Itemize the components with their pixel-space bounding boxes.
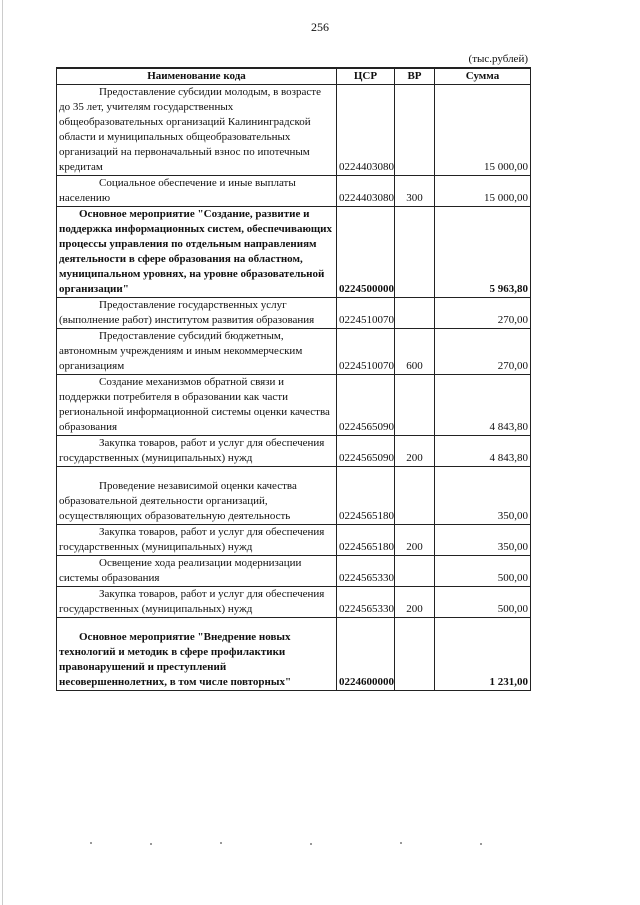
row-csr: 0224510070	[337, 329, 395, 375]
header-csr: ЦСР	[337, 68, 395, 85]
budget-table	[56, 67, 531, 691]
table-row	[57, 176, 531, 207]
scan-edge-line	[2, 0, 3, 905]
table-body	[57, 85, 531, 691]
row-sum: 350,00	[435, 467, 531, 525]
row-name: Проведение независимой оценки качества образовательной деятельности организаций, осуществляющих образовательную деятельность	[57, 467, 337, 525]
row-csr: 0224403080	[337, 85, 395, 176]
row-sum: 1 231,00	[435, 618, 531, 691]
row-sum: 350,00	[435, 525, 531, 556]
row-csr: 0224403080	[337, 176, 395, 207]
row-name: Основное мероприятие "Внедрение новых технологий и методик в сфере профилактики правонарушений и преступлений несовершеннолетних, в том числе повторных"	[57, 618, 337, 691]
row-sum: 15 000,00	[435, 176, 531, 207]
row-vr	[395, 556, 435, 587]
row-csr: 0224500000	[337, 207, 395, 298]
row-sum: 4 843,80	[435, 436, 531, 467]
row-vr	[395, 85, 435, 176]
row-csr: 0224510070	[337, 298, 395, 329]
table-row	[57, 298, 531, 329]
row-name: Закупка товаров, работ и услуг для обеспечения государственных (муниципальных) нужд	[57, 436, 337, 467]
table-row	[57, 467, 531, 525]
row-vr: 200	[395, 436, 435, 467]
units-label: (тыс.рублей)	[468, 53, 528, 65]
table-row	[57, 525, 531, 556]
table-row	[57, 85, 531, 176]
header-vr: ВР	[395, 68, 435, 85]
row-name: Предоставление субсидий бюджетным, автономным учреждениям и иным некоммерческим организациям	[57, 329, 337, 375]
row-sum: 5 963,80	[435, 207, 531, 298]
row-vr	[395, 298, 435, 329]
row-vr	[395, 375, 435, 436]
header-sum: Сумма	[435, 68, 531, 85]
row-name: Предоставление субсидии молодым, в возрасте до 35 лет, учителям государственных общеобразовательных организаций Калининградской области и муниципальных общеобразовательных организаций на первоначальный взнос по ипотечным кредитам	[57, 85, 337, 176]
header-name: Наименование кода	[57, 68, 337, 85]
row-vr: 200	[395, 587, 435, 618]
row-vr: 600	[395, 329, 435, 375]
row-csr: 0224565180	[337, 525, 395, 556]
row-csr: 0224565090	[337, 436, 395, 467]
table-row	[57, 329, 531, 375]
row-vr	[395, 207, 435, 298]
row-name: Социальное обеспечение и иные выплаты населению	[57, 176, 337, 207]
row-vr	[395, 467, 435, 525]
page-number: 256	[311, 20, 329, 34]
row-csr: 0224565330	[337, 556, 395, 587]
row-sum: 4 843,80	[435, 375, 531, 436]
row-name: Создание механизмов обратной связи и поддержки потребителя в образовании как части региональной информационной системы оценки качества образования	[57, 375, 337, 436]
table-row	[57, 556, 531, 587]
row-csr: 0224565330	[337, 587, 395, 618]
row-name: Предоставление государственных услуг (выполнение работ) институтом развития образования	[57, 298, 337, 329]
row-csr: 0224565180	[337, 467, 395, 525]
row-sum: 500,00	[435, 556, 531, 587]
table-row	[57, 618, 531, 691]
row-sum: 15 000,00	[435, 85, 531, 176]
row-vr	[395, 618, 435, 691]
row-name: Освещение хода реализации модернизации системы образования	[57, 556, 337, 587]
row-vr: 300	[395, 176, 435, 207]
row-sum: 270,00	[435, 329, 531, 375]
row-vr: 200	[395, 525, 435, 556]
table-row	[57, 587, 531, 618]
table-row	[57, 436, 531, 467]
row-csr: 0224600000	[337, 618, 395, 691]
table-row	[57, 375, 531, 436]
scan-marks	[80, 838, 500, 846]
row-name: Закупка товаров, работ и услуг для обеспечения государственных (муниципальных) нужд	[57, 587, 337, 618]
row-name: Закупка товаров, работ и услуг для обеспечения государственных (муниципальных) нужд	[57, 525, 337, 556]
row-sum: 500,00	[435, 587, 531, 618]
table-header-row	[57, 68, 531, 85]
row-name: Основное мероприятие "Создание, развитие и поддержка информационных систем, обеспечивающих процессы управления по отдельным направлениям деятельности в сфере образования на областном, муниципальном уровнях, на уровне образовательной организации"	[57, 207, 337, 298]
row-sum: 270,00	[435, 298, 531, 329]
row-csr: 0224565090	[337, 375, 395, 436]
table-row	[57, 207, 531, 298]
